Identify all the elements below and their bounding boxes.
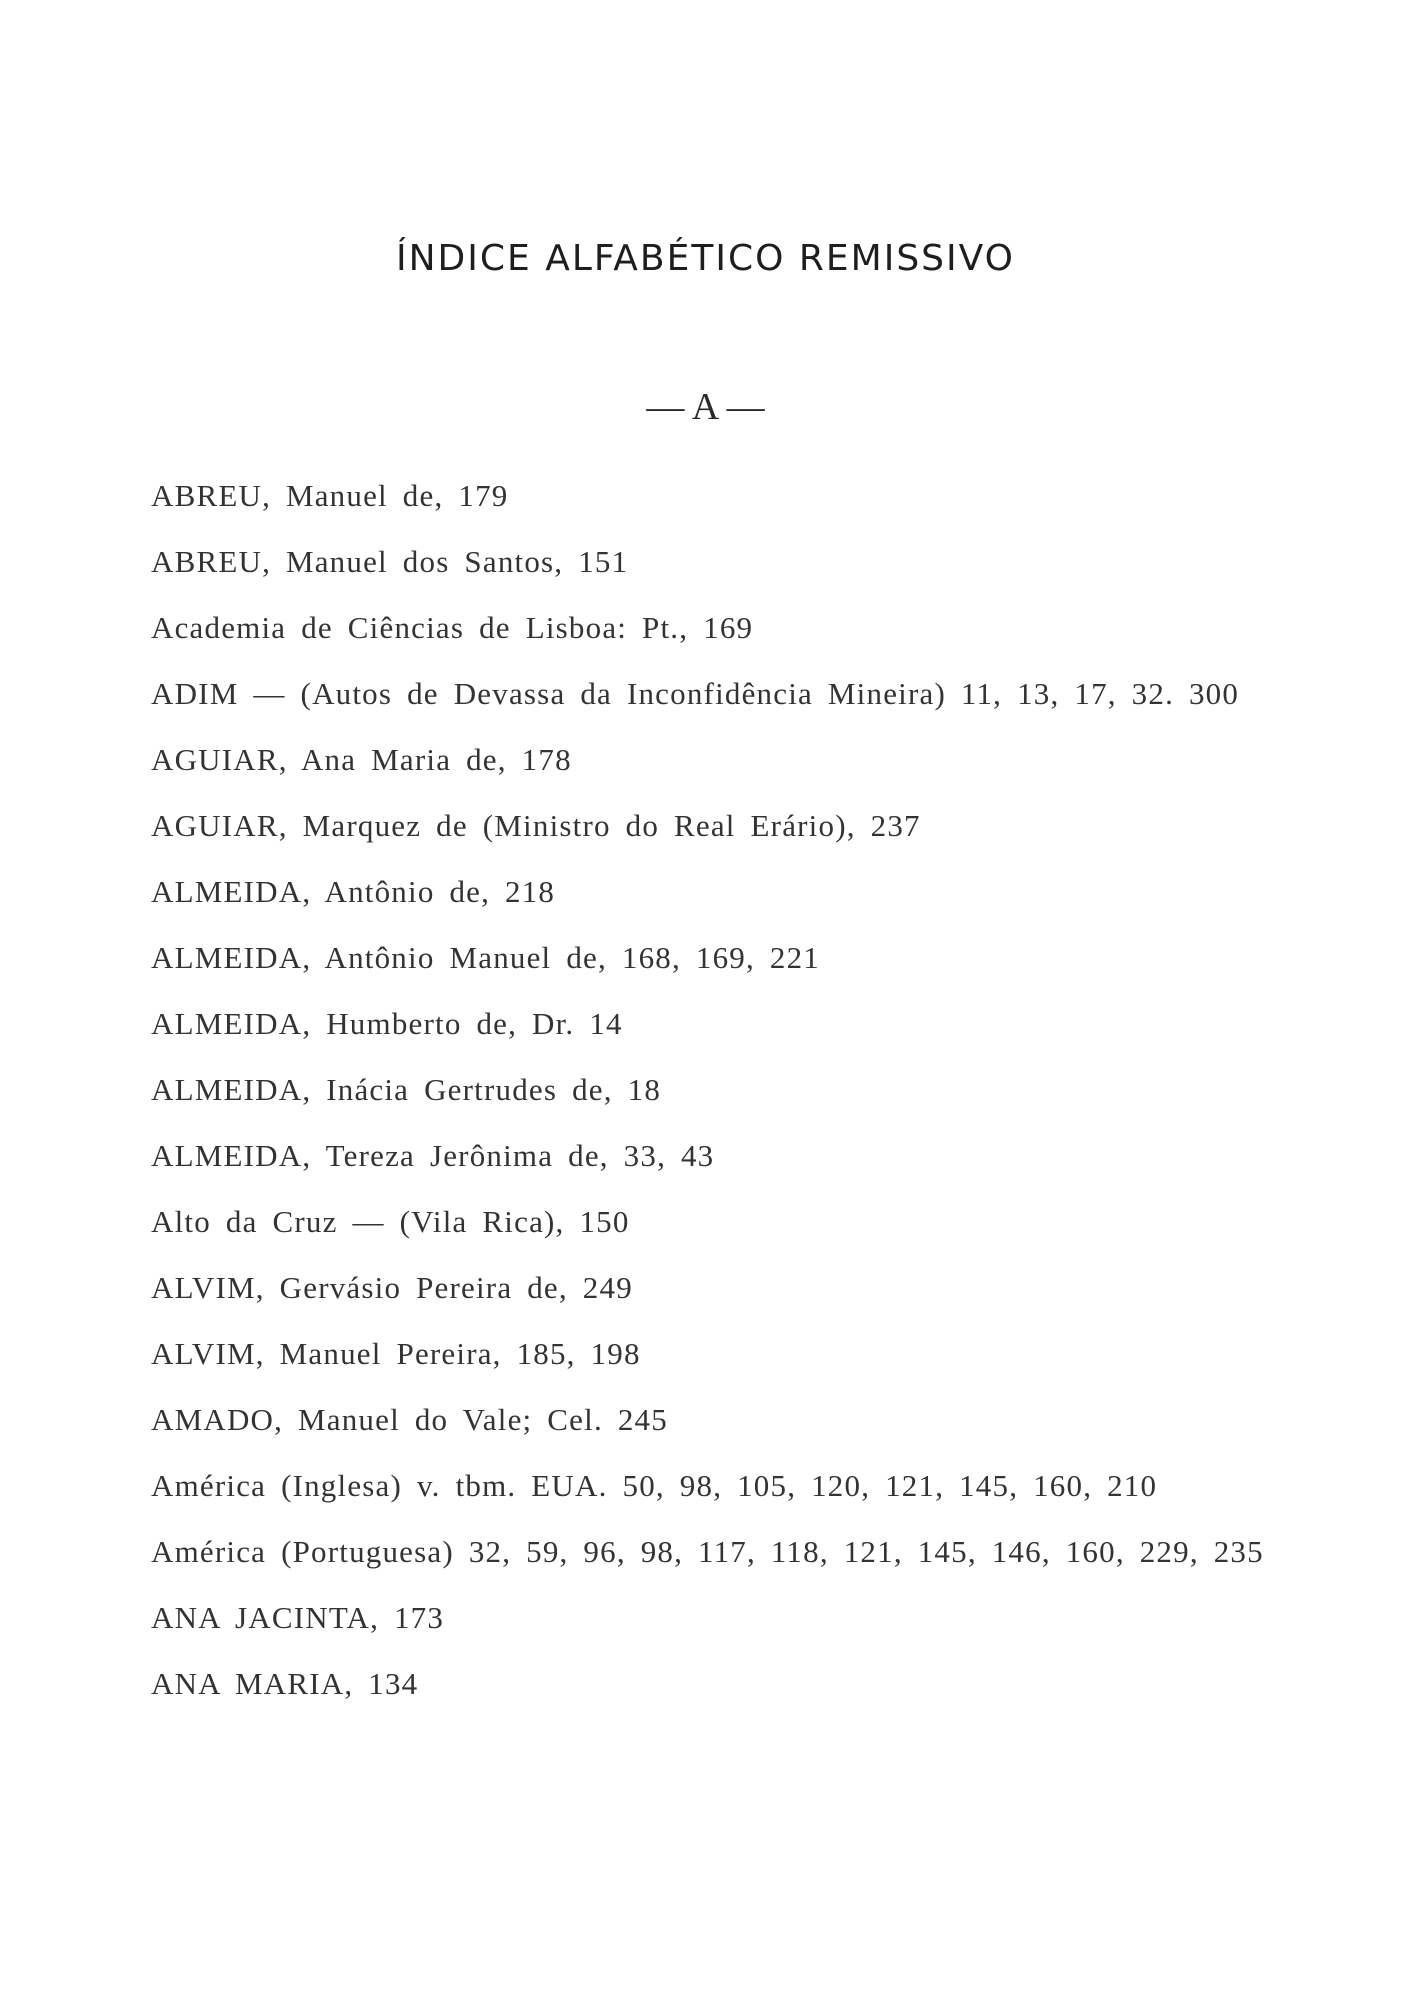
index-entry: ALMEIDA, Humberto de, Dr. 14: [151, 1006, 623, 1041]
index-entry: AMADO, Manuel do Vale; Cel. 245: [151, 1402, 668, 1437]
index-entry: ALMEIDA, Antônio de, 218: [151, 874, 556, 909]
index-entry-list: [151, 474, 1281, 1728]
section-letter-heading: — A —: [646, 386, 765, 428]
index-entry: ALMEIDA, Antônio Manuel de, 168, 169, 221: [151, 940, 820, 975]
page-title: ÍNDICE ALFABÉTICO REMISSIVO: [396, 238, 1015, 279]
index-entry: Alto da Cruz — (Vila Rica), 150: [151, 1204, 630, 1239]
index-entry: AGUIAR, Ana Maria de, 178: [151, 742, 572, 777]
index-entry: ADIM — (Autos de Devassa da Inconfidência Mineira) 11, 13, 17, 32. 300: [151, 676, 1240, 711]
index-entry: ANA MARIA, 134: [151, 1666, 419, 1701]
index-entry: ABREU, Manuel de, 179: [151, 478, 509, 513]
index-entry: ABREU, Manuel dos Santos, 151: [151, 544, 629, 579]
index-entry: Academia de Ciências de Lisboa: Pt., 169: [151, 610, 754, 645]
index-entry: AGUIAR, Marquez de (Ministro do Real Erário), 237: [151, 808, 921, 843]
index-entry: ALVIM, Gervásio Pereira de, 249: [151, 1270, 633, 1305]
index-entry: ALVIM, Manuel Pereira, 185, 198: [151, 1336, 641, 1371]
index-entry: América (Portuguesa) 32, 59, 96, 98, 117, 118, 121, 145, 146, 160, 229, 235: [151, 1534, 1264, 1569]
index-entry: América (Inglesa) v. tbm. EUA. 50, 98, 105, 120, 121, 145, 160, 210: [151, 1468, 1158, 1503]
index-entry: ALMEIDA, Inácia Gertrudes de, 18: [151, 1072, 662, 1107]
index-entry: ALMEIDA, Tereza Jerônima de, 33, 43: [151, 1138, 715, 1173]
index-entry: ANA JACINTA, 173: [151, 1600, 445, 1635]
